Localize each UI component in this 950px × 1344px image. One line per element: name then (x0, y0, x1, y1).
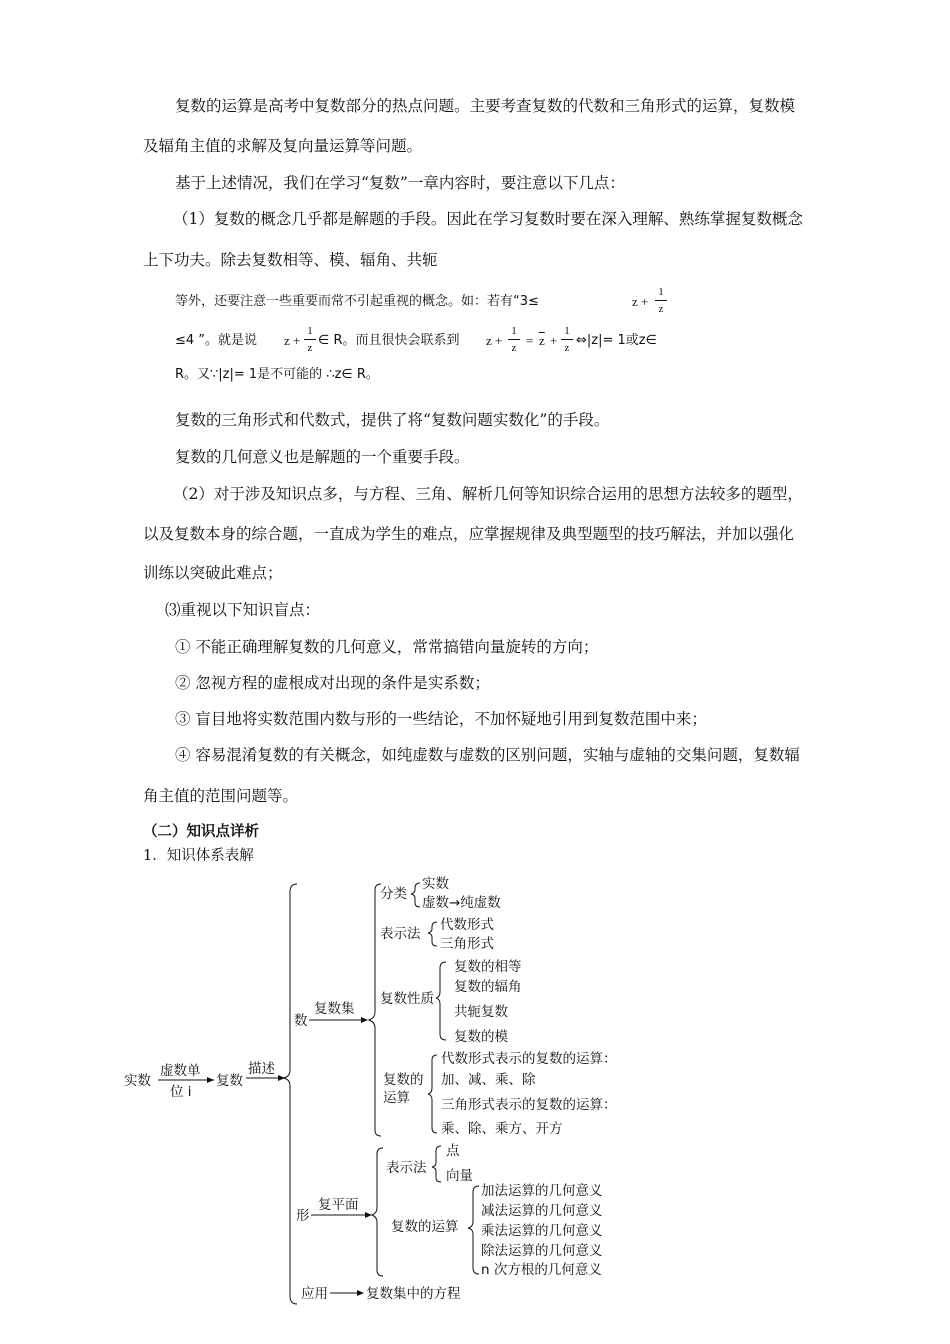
node-ops-top: 复数的 (383, 1072, 424, 1088)
main-brace (283, 884, 297, 1304)
number-brace (369, 884, 381, 1136)
node-apply: 应用 (301, 1286, 328, 1302)
repr2-brace (432, 1146, 441, 1182)
fraction-numerator: 1 (564, 325, 570, 337)
fraction-denominator: z (307, 342, 313, 354)
arrow-head (361, 1017, 368, 1023)
arrow-head (357, 1290, 364, 1296)
list-item-2: ② 忽视方程的虚根成对出现的条件是实系数； (175, 674, 490, 692)
node-trig-ops: 乘、除、乘方、开方 (441, 1121, 563, 1137)
arrow-head (207, 1077, 214, 1083)
node-imag-unit-bottom: 位 i (170, 1084, 192, 1100)
node-prop-modulus: 复数的模 (454, 1029, 508, 1045)
paragraph-3-line-1: （1）复数的概念几乎都是解题的手段。因此在学习复数时要在深入理解、熟练掌握复数概念 (173, 210, 803, 228)
paragraph-1-line-2: 及辐角主值的求解及复向量运算等问题。 (143, 137, 423, 155)
list-item-1: ① 不能正确理解复数的几何意义，常常搞错向量旋转的方向； (175, 638, 599, 656)
node-vector: 向量 (446, 1168, 473, 1184)
node-imag-unit-top: 虚数单 (160, 1063, 201, 1079)
paragraph-2: 基于上述情况，我们在学习“复数”一章内容时，要注意以下几点： (175, 174, 625, 192)
node-shape: 形 (296, 1208, 310, 1224)
classify-brace (411, 883, 420, 907)
node-ops-bottom: 运算 (383, 1090, 410, 1106)
node-complex: 复数 (216, 1073, 243, 1089)
node-complex-plane: 复平面 (318, 1197, 359, 1213)
node-geo-sub: 减法运算的几何意义 (481, 1203, 603, 1219)
node-alg-ops: 加、减、乘、除 (441, 1072, 536, 1088)
node-ops2: 复数的运算 (391, 1219, 459, 1235)
list-item-3: ③ 盲目地将实数范围内数与形的一些结论，不加怀疑地引用到复数范围中来； (175, 710, 707, 728)
list-item-4-line-2: 角主值的范围问题等。 (143, 787, 299, 805)
node-point: 点 (446, 1143, 460, 1159)
math-line-2-text: ≤4 ”。就是说 (175, 333, 258, 348)
math-equals: = (526, 333, 534, 348)
node-real: 实数 (124, 1073, 151, 1089)
shape-brace (372, 1148, 383, 1276)
fraction-numerator: 1 (658, 286, 664, 298)
node-geo-div: 除法运算的几何意义 (481, 1243, 603, 1259)
math-line-2-tail: ⇔|z|= 1或z∈ (576, 333, 657, 348)
paragraph-6-line-2: 以及复数本身的综合题，一直成为学生的难点，应掌握规律及典型题型的技巧解法，并加以强化 (143, 525, 795, 543)
node-complex-set: 复数集 (314, 1001, 355, 1017)
node-geo-mul: 乘法运算的几何意义 (481, 1223, 603, 1239)
node-real-num: 实数 (422, 876, 449, 892)
section-heading: （二）知识点详析 (143, 823, 259, 840)
math-conjugate-z: $\overline{z}$ (539, 333, 545, 348)
node-trig: 三角形式 (440, 936, 494, 952)
node-properties: 复数性质 (380, 991, 434, 1007)
node-imag-to-pure: 虚数→纯虚数 (422, 895, 501, 911)
paragraph-6-line-1: （2）对于涉及知识点多，与方程、三角、解析几何等知识综合运用的思想方法较多的题型， (173, 485, 803, 503)
node-prop-conjugate: 共轭复数 (454, 1004, 508, 1020)
node-repr2: 表示法 (386, 1160, 427, 1176)
fraction-denominator: z (658, 303, 664, 315)
math-line-2-text: ∈ R。而且很快会联系到 (318, 333, 460, 348)
ops-brace (428, 1055, 437, 1133)
node-trig-ops-title: 三角形式表示的复数的运算： (441, 1097, 617, 1113)
node-describe: 描述 (248, 1061, 275, 1077)
arrow-head (365, 1212, 372, 1218)
repr-brace (428, 922, 437, 946)
node-geo-root: n 次方根的几何意义 (481, 1262, 602, 1278)
node-prop-equal: 复数的相等 (454, 959, 522, 975)
math-line-1-text: 等外，还要注意一些重要而常不引起重视的概念。如：若有“3≤ (175, 294, 539, 309)
node-repr: 表示法 (380, 926, 421, 942)
fraction-numerator: 1 (511, 325, 517, 337)
paragraph-3-line-2: 上下功夫。除去复数相等、模、辐角、共轭 (143, 251, 438, 269)
paragraph-1-line-1: 复数的运算是高考中复数部分的热点问题。主要考查复数的代数和三角形式的运算，复数模 (175, 97, 796, 115)
fraction-denominator: z (511, 342, 517, 354)
node-classify: 分类 (380, 886, 407, 902)
node-algebraic: 代数形式 (440, 917, 494, 933)
paragraph-6-line-3: 训练以突破此难点； (143, 564, 283, 582)
list-item-4-line-1: ④ 容易混淆复数的有关概念，如纯虚数与虚数的区别问题，实轴与虚轴的交集问题，复数辐 (175, 746, 800, 764)
node-alg-ops-title: 代数形式表示的复数的运算： (441, 1051, 617, 1067)
properties-brace (436, 962, 446, 1040)
math-line-2-expr-2: z + (486, 333, 503, 348)
node-prop-argument: 复数的辐角 (454, 979, 522, 995)
node-number: 数 (294, 1013, 308, 1029)
fraction-numerator: 1 (307, 325, 313, 337)
geo-brace (468, 1186, 479, 1274)
paragraph-7: ⑶重视以下知识盲点： (165, 601, 321, 619)
paragraph-5: 复数的几何意义也是解题的一个重要手段。 (175, 448, 470, 466)
math-line-1-expr: z + (632, 294, 649, 309)
fraction-denominator: z (564, 342, 570, 354)
paragraph-4: 复数的三角形式和代数式，提供了将“复数问题实数化”的手段。 (175, 411, 610, 429)
math-line-3: R。又∵|z|= 1是不可能的 ∴z∈ R。 (175, 367, 379, 382)
subsection-heading: 1．知识体系表解 (143, 848, 254, 864)
math-plus: + (550, 333, 558, 348)
node-geo-add: 加法运算的几何意义 (481, 1183, 603, 1199)
arrow-head (278, 1075, 285, 1081)
math-line-2-expr-1: z + (284, 333, 301, 348)
node-apply-target: 复数集中的方程 (366, 1286, 461, 1302)
